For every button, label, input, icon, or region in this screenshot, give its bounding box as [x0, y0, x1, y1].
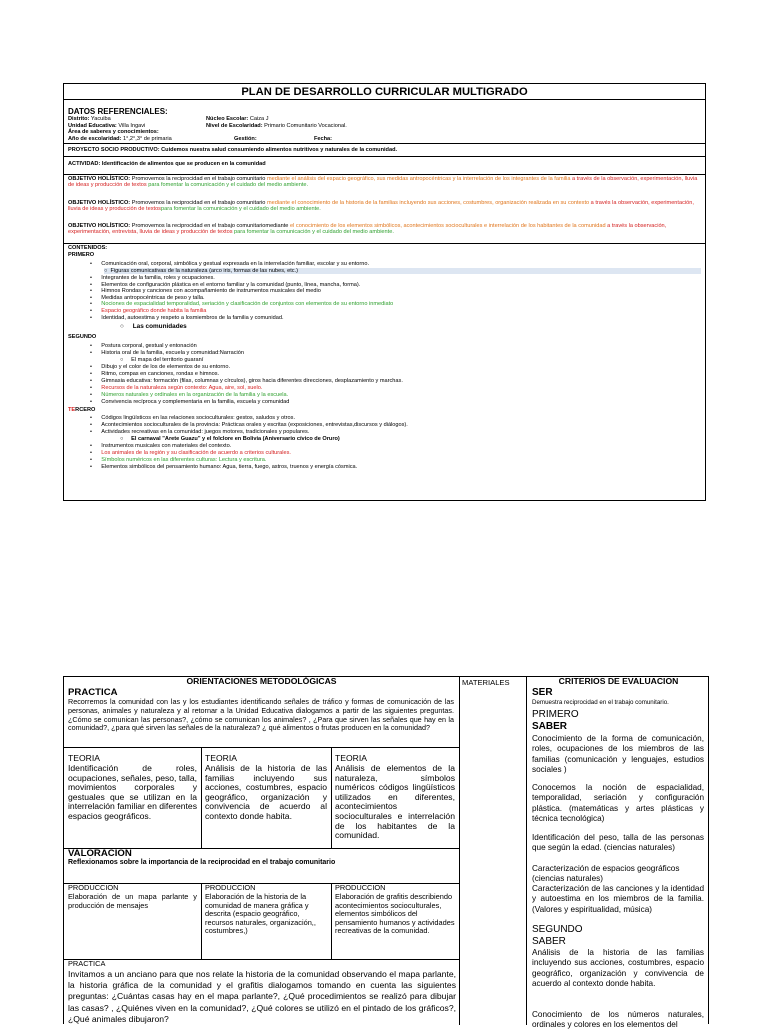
- produccion-1-text: Elaboración de un mapa parlante y producción de mensajes: [68, 892, 197, 910]
- list-item: • Elementos de configuración plástica en el entorno familiar y la comunidad (punto, línea, mancha, forma).: [90, 281, 361, 288]
- list-subitem: ○ El mapa del territorio guaraní: [120, 356, 204, 363]
- list-item: • Identidad, autoestima y respeto a losmiembros de la familia y comunidad.: [90, 315, 284, 321]
- list-item: • Acontecimientos socioculturales de la provincia: Prácticas orales y escritas (exposiciones, entrevistas,discursos y diálogos).: [90, 422, 408, 428]
- teoria-1-label: TEORIA: [68, 753, 100, 763]
- list-item: • Integrantes de la familia, roles y ocupaciones.: [90, 275, 215, 281]
- distrito-line: Distrito: Yacuiba: [68, 116, 111, 122]
- criterio-item: Conocimiento de la forma de comunicación, roles, ocupaciones de los miembros de las familias (comunicación y lenguajes, estudios sociales ): [532, 734, 704, 774]
- practica-text: Recorremos la comunidad con las y los estudiantes identificando señales de tráfico y formas de comunicación de las personas, animales y naturaleza y al retornar a la Unidad Educativa dialogamos a partir de las siguientes preguntas. ¿Cómo se comunican las personas?, ¿cómo se comunican los animales? , ¿Para que sirven las señales que hay en la comunidad?, ¿para qué sirven las señales de la naturaleza? ¿ qué alimentos o frutas producen en la comunidad?: [68, 697, 454, 733]
- list-item: • Los animales de la región y su clasificación de acuerdo a criterios culturales.: [90, 450, 291, 456]
- list-item: • Medidas antropocéntricas de peso y talla.: [90, 294, 205, 301]
- tercero-label: TERCERO: [68, 407, 96, 413]
- datos-heading: DATOS REFERENCIALES:: [68, 107, 168, 116]
- list-item: • Números naturales y ordinales en la organización de la familia y la escuela.: [90, 392, 289, 398]
- page-title: PLAN DE DESARROLLO CURRICULAR MULTIGRADO: [241, 86, 528, 98]
- valoracion-label: VALORACION: [68, 848, 132, 859]
- produccion-3-label: PRODUCCION: [335, 883, 386, 892]
- materiales-title: MATERIALES: [462, 678, 510, 687]
- fecha-label: Fecha:: [314, 135, 333, 142]
- list-item: • Postura corporal, gestual y entonación: [90, 343, 197, 349]
- primero-heading: PRIMERO: [532, 709, 579, 720]
- nivel-line: Nivel de Escolaridad: Primario Comunitario Vocacional.: [206, 122, 347, 129]
- list-item: • Códigos lingüísticos en las relaciones socioculturales: gestos, saludos y otros.: [90, 415, 296, 421]
- ser-label: SER: [532, 687, 553, 698]
- list-item: • Espacio geográfico donde habita la familia: [90, 308, 207, 314]
- criterio-item: Caracterización de las canciones y la identidad y autoestima en los miembros de la familia. (Valores y espiritualidad, música): [532, 884, 704, 914]
- criterio-item: Análisis de la historia de las familias incluyendo sus acciones, costumbres, espacio geográfico, organización y convivencia de acuerdo al contexto donde habita.: [532, 948, 704, 988]
- list-item: • Dibujo y el color de los de elementos de su entorno.: [90, 364, 231, 370]
- objetivo-holistico-2: OBJETIVO HOLÍSTICO: Promovemos la reciprocidad en el trabajo comunitario mediante el conocimiento de la historia de la familias incluyendo sus acciones, costumbres, organización realizada en su contexto a través la observación, experimentación, lluvia de ideas y producción de textospara fomentar la comunicación y el cuidado del medio ambiente.: [68, 200, 694, 213]
- list-item: • Himnos Rondas y canciones con acompañamiento de instrumentos musicales del medio: [90, 288, 321, 294]
- practica-2-text: Invitamos a un anciano para que nos relate la historia de la comunidad observando el mapa parlante, la historia gráfica de la comunidad y el grafitis dialogamos tomando en cuenta las siguientes preguntas: ¿Cuántas casas hay en el mapa parlante?, ¿Qué procedimientos se realizó para dibujar las casas? , ¿Quiénes viven en la comunidad?, ¿Qué colores se utilizó en el pintado de los gráficos?, ¿Qué animales dibujaron?: [68, 969, 456, 1024]
- list-item: • Comunicación oral, corporal, simbólica y gestual expresada en la interrelación familiar, escolar y su entorno.: [90, 261, 369, 267]
- nucleo-line: Núcleo Escolar: Caiza J: [206, 116, 269, 122]
- criterio-item: Conocemos la noción de espacialidad, temporalidad, seriación y configuración plástica. (matemáticas y artes plásticas y técnica tecnológica): [532, 783, 704, 823]
- gestion-label: Gestión:: [234, 135, 257, 142]
- valoracion-text: Reflexionamos sobre la importancia de la reciprocidad en el trabajo comunitario: [68, 859, 336, 866]
- primero-label: PRIMERO: [68, 252, 95, 258]
- list-item: • Convivencia recíproca y complementaria en la familia, escuela y comunidad: [90, 399, 290, 405]
- orientaciones-title: ORIENTACIONES METODOLÓGICAS: [186, 676, 337, 686]
- list-item: • Gimnasia educativa: formación (filas, columnas y círculos), giros hacia diferentes direcciones, desplazamiento y marchas.: [90, 378, 403, 384]
- proyecto-line: PROYECTO SOCIO PRODUCTIVO: Cuidemos nuestra salud consumiendo alimentos nutritivos y naturales de la comunidad.: [68, 147, 398, 153]
- list-subitem: ○ Las comunidades: [120, 323, 187, 330]
- criterio-item: Identificación del peso, talla de las personas que según la edad. (ciencias naturales): [532, 833, 704, 853]
- practica-2-label: PRACTICA: [68, 959, 106, 968]
- practica-label: PRACTICA: [68, 687, 118, 698]
- list-item: • Elementos simbólicos del pensamiento humano: Agua, tierra, fuego, astros, truenos y energía cósmica.: [90, 464, 358, 470]
- produccion-3-text: Elaboración de grafitis describiendo acontecimientos socioculturales, elementos simbólicos del pensamiento humanos y actividades recreativas de la comunidad.: [335, 892, 455, 936]
- list-subitem: ○ El carnaval "Arete Guazu" y el folclore en Bolivia (Aniversario cívico de Oruro): [120, 436, 340, 442]
- ser-text: Demuestra reciprocidad en el trabajo comunitario.: [532, 699, 669, 706]
- teoria-3-label: TEORIA: [335, 753, 367, 763]
- criterio-item: Conocimiento de los números naturales, ordinales y colores en los elementos del: [532, 1010, 704, 1030]
- saber-label: SABER: [532, 721, 568, 732]
- segundo-label: SEGUNDO: [68, 334, 97, 340]
- list-item: • Recursos de la naturaleza según contexto: Agua, aire, sol, suelo.: [90, 385, 263, 391]
- unidad-line: Unidad Educativa: Villa Ingavi: [68, 122, 146, 129]
- criterios-title: CRITERIOS DE EVALUACION: [558, 676, 679, 686]
- contenidos-label: CONTENIDOS:: [68, 245, 108, 251]
- actividad-line: ACTIVIDAD: Identificación de alimentos que se producen en la comunidad: [68, 161, 266, 167]
- area-line: Área de saberes y conocimientos:: [68, 129, 159, 135]
- list-item: • Nociones de espacialidad temporalidad, seriación y clasificación de conjuntos con elementos de su entorno inmediato: [90, 301, 394, 307]
- list-item: • Actividades recreativas en la comunidad: juegos motores, tradicionales y populares.: [90, 429, 310, 435]
- list-item: • Historia oral de la familia, escuela y comunidad:Narración: [90, 350, 245, 356]
- saber-2-label: SABER: [532, 936, 566, 947]
- objetivo-holistico-1: OBJETIVO HOLÍSTICO: Promovemos la reciprocidad en el trabajo comunitario mediante el análisis del espacio geográfico, sus medidas antropocéntricas y la interrelación de los integrantes de la familia a través de la observación, experimentación, lluvia de ideas y producción de textos para fomentar la comunicación y el cuidado del medio ambiente.: [68, 176, 698, 189]
- list-subitem: ○ Figuras comunicativas de la naturaleza (arco iris, formas de las nubes, etc.): [104, 268, 701, 274]
- plan-page-2: [63, 676, 709, 1030]
- anio-line: Año de escolaridad: 1°,2°,3° de primaria: [68, 135, 172, 142]
- plan-page-1: [63, 83, 706, 501]
- objetivo-holistico-3: OBJETIVO HOLÍSTICO: Promovemos la reciprocidad en el trabajo comunitariomediante el conocimiento de los elementos simbólicos, acontecimientos socioculturales e interrelación de los habitantes de la comunidad a través la observación, experimentación, entrevista, lluvia de ideas y producción de textos para fomentar la comunicación y el cuidado del medio ambiente.: [68, 223, 667, 236]
- teoria-2-label: TEORIA: [205, 753, 237, 763]
- teoria-3-text: Análisis de elementos de la naturaleza, símbolos numéricos códigos lingüísticos utilizados en diferentes, acontecimientos socioculturales e interrelación de los habitantes de la comunidad.: [335, 763, 455, 841]
- produccion-1-label: PRODUCCION: [68, 883, 119, 892]
- list-item: • Símbolos numéricos en las diferentes culturas: Lectura y escritura.: [90, 457, 267, 463]
- list-item: • Ritmo, compas en canciones, rondas e himnos.: [90, 371, 220, 377]
- criterio-item: Caracterización de espacios geográficos (ciencias naturales): [532, 864, 680, 884]
- produccion-2-text: Elaboración de la historia de la comunidad de manera gráfica y descrita (espacio geográfico, recursos naturales, organización,, costumbres,): [205, 892, 316, 936]
- teoria-2-text: Análisis de la historia de las familias incluyendo sus acciones, costumbres, espacio geográfico, organización y convivencia de acuerdo al contexto donde habita.: [205, 763, 327, 821]
- segundo-heading: SEGUNDO: [532, 924, 583, 935]
- list-item: • Instrumentos musicales con materiales del contexto.: [90, 443, 232, 449]
- teoria-1-text: Identificación de roles, ocupaciones, señales, peso, talla, movimientos corporales y gestuales que se utilizan en la interrelación familiar en diferentes espacios geográficos.: [68, 763, 197, 821]
- produccion-2-label: PRODUCCION: [205, 883, 256, 892]
